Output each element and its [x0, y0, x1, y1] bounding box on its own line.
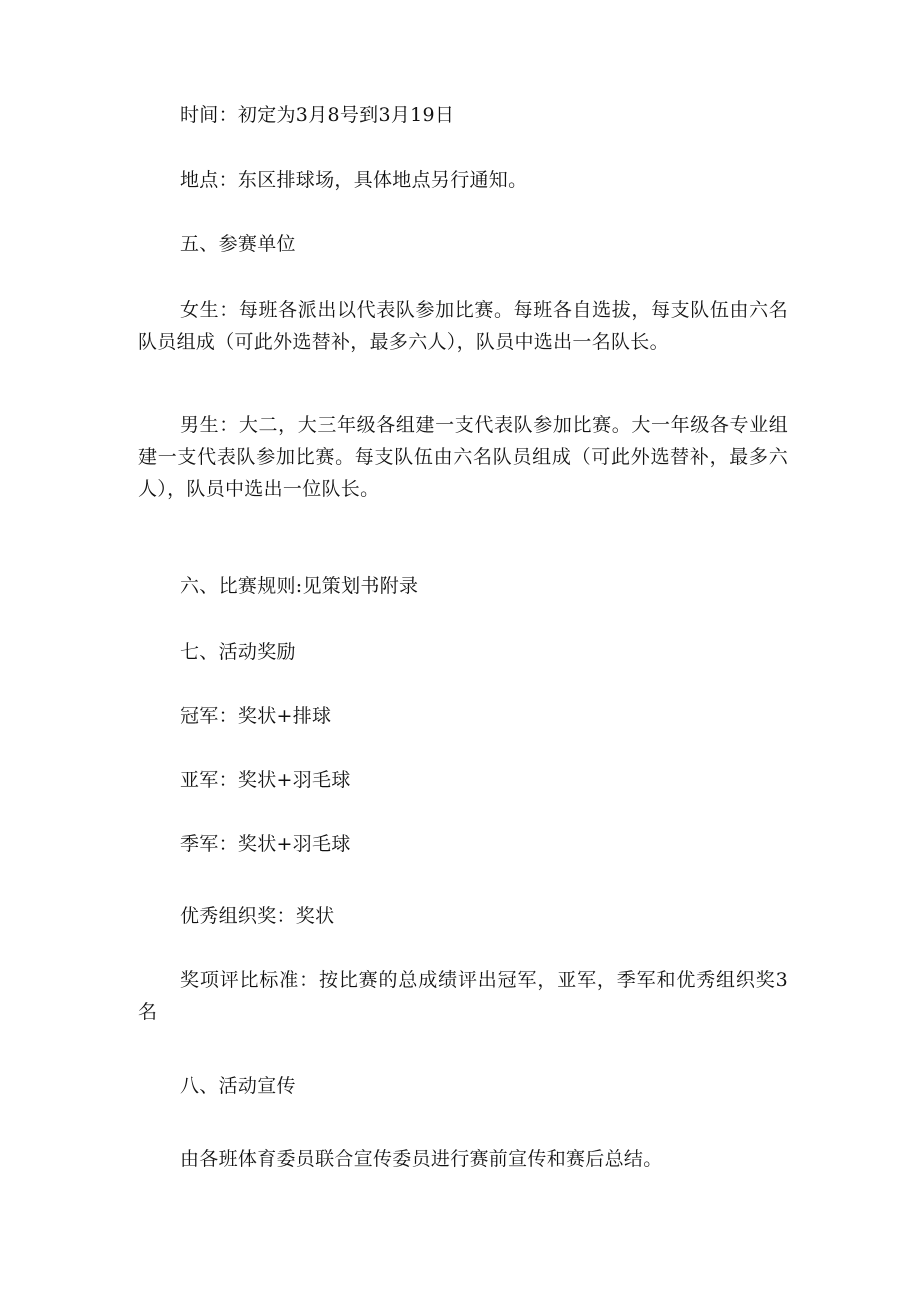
- paragraph-champion: 冠军：奖状+排球: [180, 705, 332, 727]
- paragraph-male-teams: 男生：大二，大三年级各组建一支代表队参加比赛。大一年级各专业组建一支代表队参加比赛。每支队伍由六名队员组成（可此外选替补，最多六人），队员中选出一位队长。: [138, 414, 788, 500]
- paragraph-award-criteria: 奖项评比标准：按比赛的总成绩评出冠军，亚军，季军和优秀组织奖3名: [138, 969, 788, 1023]
- section-heading-publicity: 八、活动宣传: [180, 1075, 296, 1097]
- paragraph-female-teams: 女生：每班各派出以代表队参加比赛。每班各自选拔，每支队伍由六名队员组成（可此外选替补，最多六人），队员中选出一名队长。: [138, 299, 788, 353]
- paragraph-location: 地点：东区排球场，具体地点另行通知。: [180, 169, 528, 191]
- paragraph-runner-up: 亚军：奖状+羽毛球: [180, 769, 351, 791]
- paragraph-organization-award: 优秀组织奖：奖状: [180, 905, 335, 927]
- paragraph-publicity: 由各班体育委员联合宣传委员进行赛前宣传和赛后总结。: [180, 1148, 663, 1170]
- section-heading-rules: 六、比赛规则:见策划书附录: [180, 575, 419, 597]
- paragraph-third-place: 季军：奖状+羽毛球: [180, 833, 351, 855]
- paragraph-time: 时间：初定为3月8号到3月19日: [180, 104, 455, 126]
- section-heading-awards: 七、活动奖励: [180, 641, 296, 663]
- section-heading-participants: 五、参赛单位: [180, 233, 296, 255]
